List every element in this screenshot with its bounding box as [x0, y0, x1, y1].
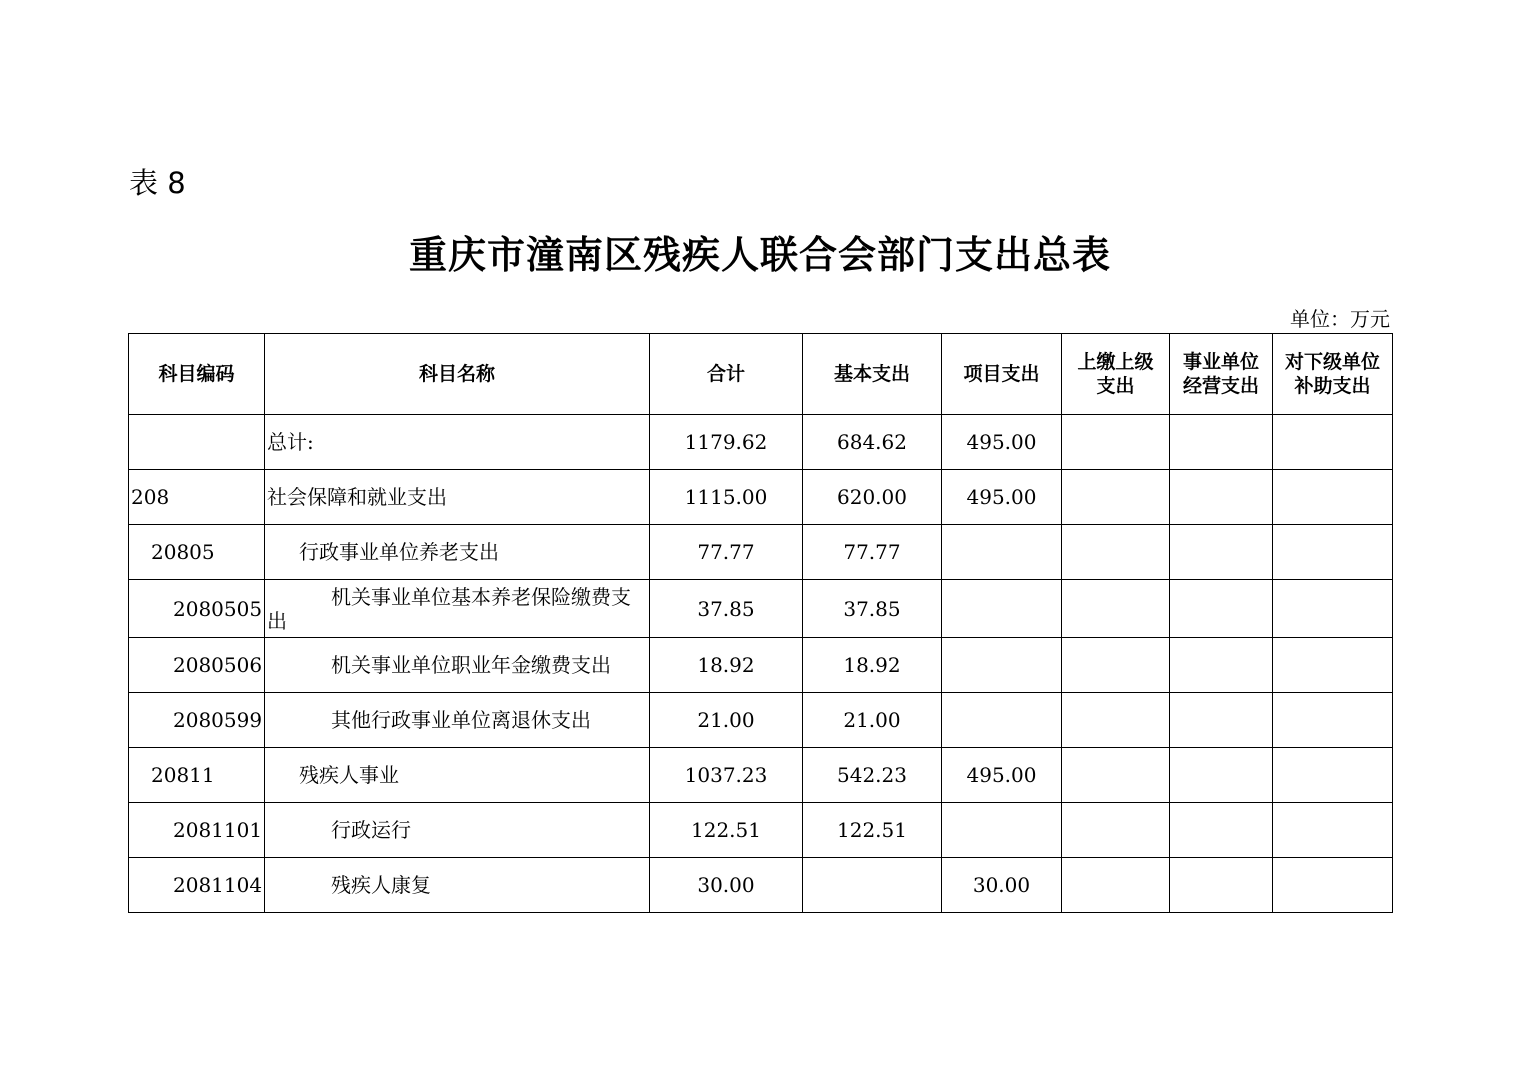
header-business	[1170, 334, 1273, 415]
table-row	[129, 580, 1393, 638]
cell-project	[942, 580, 1062, 638]
cell-code: 2080599	[129, 693, 265, 748]
cell-name: 社会保障和就业支出	[265, 470, 650, 525]
table-row	[129, 415, 1393, 470]
cell-name: 机关事业单位职业年金缴费支出	[265, 638, 650, 693]
cell-lower	[1273, 858, 1393, 913]
cell-business	[1170, 580, 1273, 638]
cell-total: 21.00	[650, 693, 803, 748]
cell-code: 20805	[129, 525, 265, 580]
cell-lower	[1273, 580, 1393, 638]
header-row	[129, 334, 1393, 415]
table-row	[129, 748, 1393, 803]
cell-business	[1170, 415, 1273, 470]
cell-total: 122.51	[650, 803, 803, 858]
cell-upper	[1062, 693, 1170, 748]
cell-lower	[1273, 748, 1393, 803]
cell-name: 行政事业单位养老支出	[265, 525, 650, 580]
cell-upper	[1062, 803, 1170, 858]
table-row	[129, 803, 1393, 858]
cell-project	[942, 638, 1062, 693]
cell-basic	[803, 858, 942, 913]
cell-basic: 620.00	[803, 470, 942, 525]
cell-code	[129, 415, 265, 470]
cell-basic: 122.51	[803, 803, 942, 858]
table-number: 表 8	[129, 166, 186, 200]
header-lower-line1: 对下级单位	[1284, 351, 1380, 373]
cell-lower	[1273, 803, 1393, 858]
cell-business	[1170, 693, 1273, 748]
cell-name: 行政运行	[265, 803, 650, 858]
cell-name: 其他行政事业单位离退休支出	[265, 693, 650, 748]
cell-project	[942, 525, 1062, 580]
page-title: 重庆市潼南区残疾人联合会部门支出总表	[408, 233, 1111, 277]
header-lower	[1273, 334, 1393, 415]
cell-code: 2080505	[129, 580, 265, 638]
unit-label: 单位：万元	[1290, 307, 1390, 331]
cell-basic: 37.85	[803, 580, 942, 638]
header-upper-line1: 上缴上级	[1077, 351, 1154, 373]
cell-project: 495.00	[942, 415, 1062, 470]
cell-upper	[1062, 525, 1170, 580]
cell-name: 残疾人事业	[265, 748, 650, 803]
cell-basic: 18.92	[803, 638, 942, 693]
cell-lower	[1273, 525, 1393, 580]
cell-upper	[1062, 858, 1170, 913]
cell-total: 37.85	[650, 580, 803, 638]
header-project: 项目支出	[942, 334, 1062, 415]
cell-name: 机关事业单位基本养老保险缴费支出	[265, 580, 650, 638]
cell-total: 30.00	[650, 858, 803, 913]
cell-upper	[1062, 470, 1170, 525]
header-lower-line2: 补助支出	[1294, 375, 1371, 397]
header-upper-line2: 支出	[1096, 375, 1135, 397]
cell-business	[1170, 858, 1273, 913]
cell-total: 18.92	[650, 638, 803, 693]
cell-code: 208	[129, 470, 265, 525]
cell-business	[1170, 638, 1273, 693]
cell-upper	[1062, 415, 1170, 470]
cell-code: 2080506	[129, 638, 265, 693]
cell-business	[1170, 803, 1273, 858]
cell-project: 495.00	[942, 748, 1062, 803]
cell-business	[1170, 525, 1273, 580]
header-name: 科目名称	[265, 334, 650, 415]
cell-total: 1037.23	[650, 748, 803, 803]
cell-business	[1170, 470, 1273, 525]
cell-business	[1170, 748, 1273, 803]
header-total: 合计	[650, 334, 803, 415]
table-row	[129, 525, 1393, 580]
table-row	[129, 693, 1393, 748]
cell-code: 20811	[129, 748, 265, 803]
cell-lower	[1273, 470, 1393, 525]
cell-basic: 684.62	[803, 415, 942, 470]
table-row	[129, 638, 1393, 693]
cell-upper	[1062, 638, 1170, 693]
cell-name: 残疾人康复	[265, 858, 650, 913]
cell-total: 1179.62	[650, 415, 803, 470]
cell-basic: 21.00	[803, 693, 942, 748]
cell-code: 2081101	[129, 803, 265, 858]
cell-basic: 542.23	[803, 748, 942, 803]
table-row	[129, 470, 1393, 525]
cell-basic: 77.77	[803, 525, 942, 580]
table-row	[129, 858, 1393, 913]
cell-project	[942, 693, 1062, 748]
header-business-line1: 事业单位	[1182, 351, 1259, 373]
cell-project	[942, 803, 1062, 858]
header-code: 科目编码	[129, 334, 265, 415]
header-basic: 基本支出	[803, 334, 942, 415]
cell-total: 1115.00	[650, 470, 803, 525]
cell-total: 77.77	[650, 525, 803, 580]
cell-lower	[1273, 693, 1393, 748]
cell-lower	[1273, 638, 1393, 693]
cell-name: 总计:	[265, 415, 650, 470]
cell-upper	[1062, 748, 1170, 803]
expenditure-table	[128, 333, 1393, 913]
cell-lower	[1273, 415, 1393, 470]
cell-upper	[1062, 580, 1170, 638]
header-upper	[1062, 334, 1170, 415]
cell-code: 2081104	[129, 858, 265, 913]
cell-project: 30.00	[942, 858, 1062, 913]
header-business-line2: 经营支出	[1182, 375, 1259, 397]
cell-project: 495.00	[942, 470, 1062, 525]
